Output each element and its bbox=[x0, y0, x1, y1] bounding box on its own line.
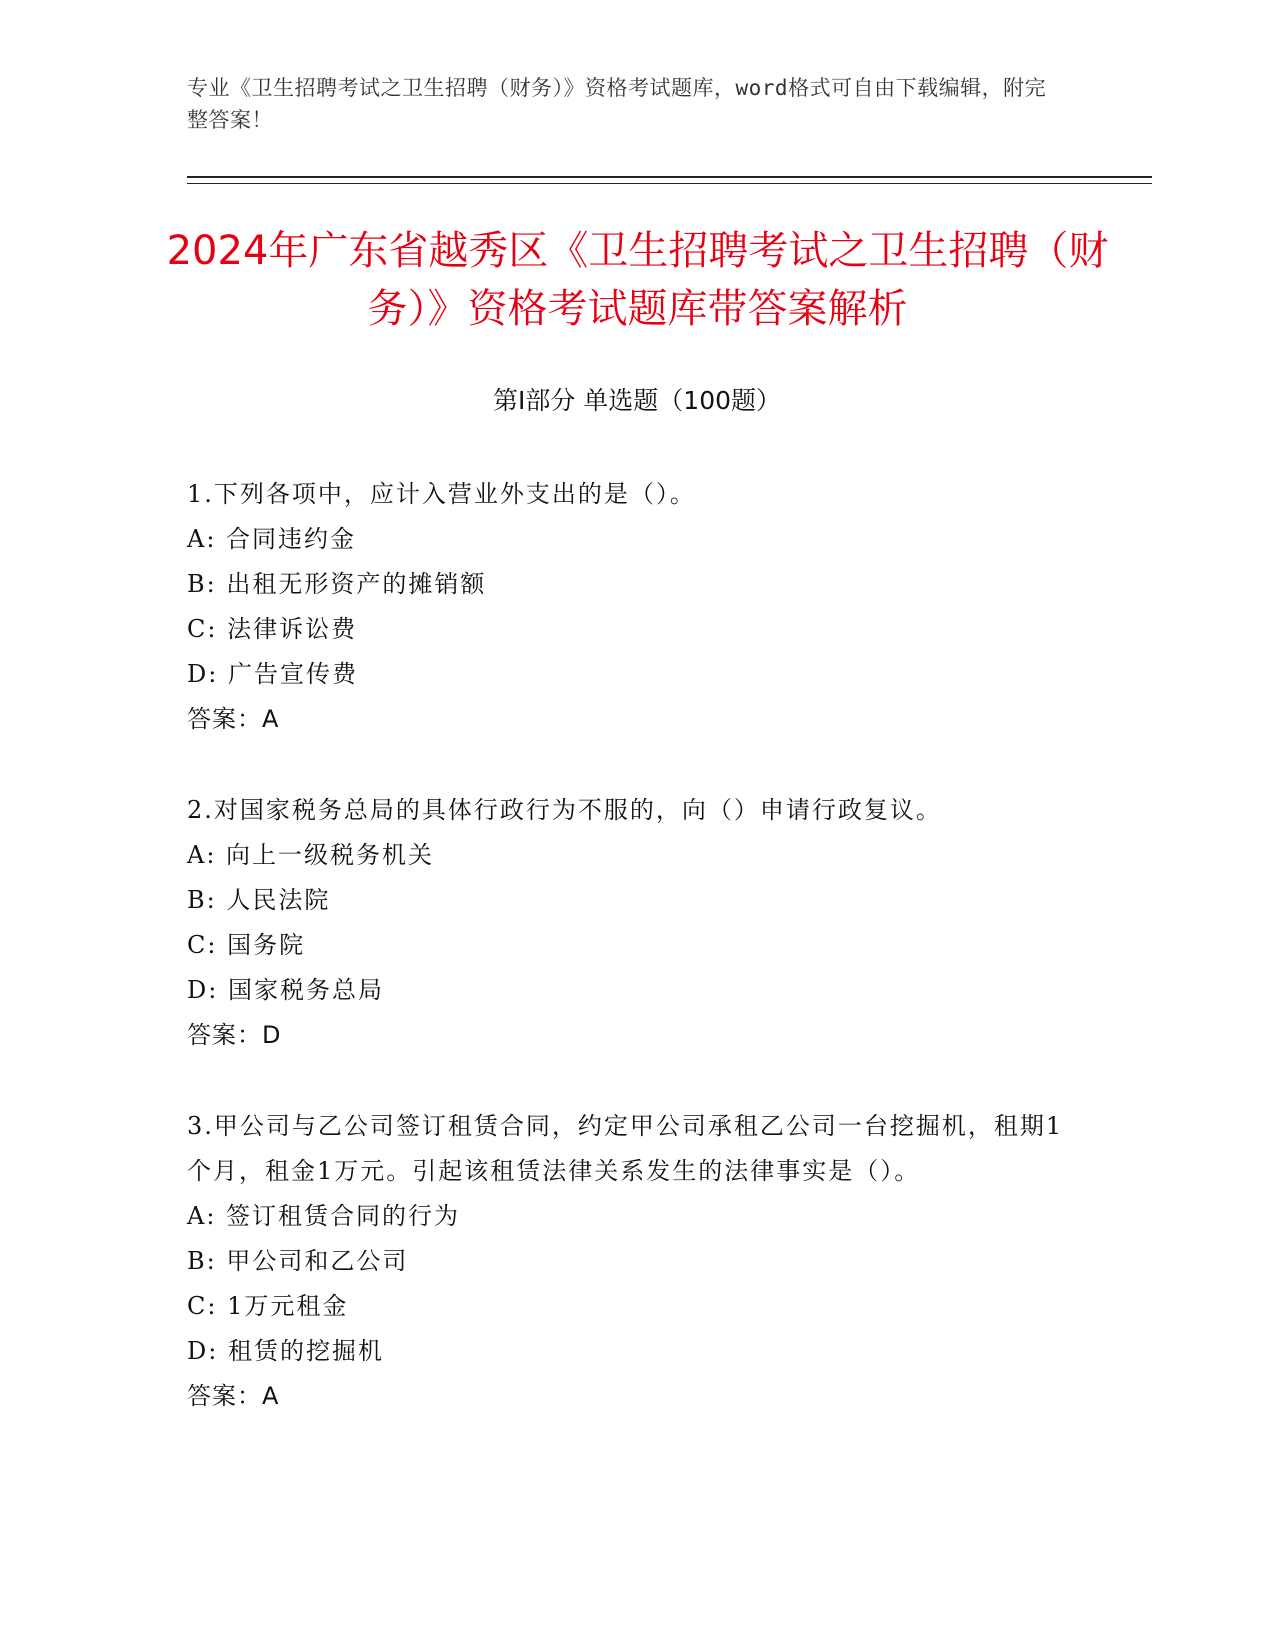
option-c: C: 国务院 bbox=[187, 931, 306, 959]
answer: 答案：D bbox=[187, 1021, 282, 1049]
question-2 bbox=[187, 788, 1067, 1058]
option-b: B: 甲公司和乙公司 bbox=[187, 1247, 409, 1275]
question-stem: 3.甲公司与乙公司签订租赁合同，约定甲公司承租乙公司一台挖掘机，租期1个月，租金1万元。引起该租赁法律关系发生的法律事实是（）。 bbox=[187, 1112, 1064, 1185]
question-stem: 2.对国家税务总局的具体行政行为不服的，向（）申请行政复议。 bbox=[187, 796, 942, 824]
option-a: A: 向上一级税务机关 bbox=[187, 841, 435, 869]
question-stem: 1.下列各项中，应计入营业外支出的是（）。 bbox=[187, 480, 696, 508]
question-3 bbox=[187, 1104, 1067, 1419]
question-1 bbox=[187, 472, 1067, 742]
document-title: 2024年广东省越秀区《卫生招聘考试之卫生招聘（财务）》资格考试题库带答案解析 bbox=[166, 228, 1109, 332]
header-divider-thick bbox=[187, 176, 1152, 178]
option-d: D: 租赁的挖掘机 bbox=[187, 1337, 384, 1365]
option-a: A: 签订租赁合同的行为 bbox=[187, 1202, 461, 1230]
header-divider-thin bbox=[187, 183, 1152, 184]
answer: 答案：A bbox=[187, 705, 280, 733]
option-c: C: 法律诉讼费 bbox=[187, 615, 358, 643]
question-list bbox=[187, 472, 1067, 1465]
option-a: A: 合同违约金 bbox=[187, 525, 357, 553]
header-note: 专业《卫生招聘考试之卫生招聘（财务）》资格考试题库，word格式可自由下载编辑，附完整答案！ bbox=[187, 76, 1047, 132]
section-title: 第I部分 单选题（100题） bbox=[492, 386, 782, 415]
answer: 答案：A bbox=[187, 1382, 280, 1410]
option-b: B: 出租无形资产的摊销额 bbox=[187, 570, 487, 598]
option-d: D: 国家税务总局 bbox=[187, 976, 384, 1004]
option-b: B: 人民法院 bbox=[187, 886, 331, 914]
option-c: C: 1万元租金 bbox=[187, 1292, 349, 1320]
option-d: D: 广告宣传费 bbox=[187, 660, 358, 688]
